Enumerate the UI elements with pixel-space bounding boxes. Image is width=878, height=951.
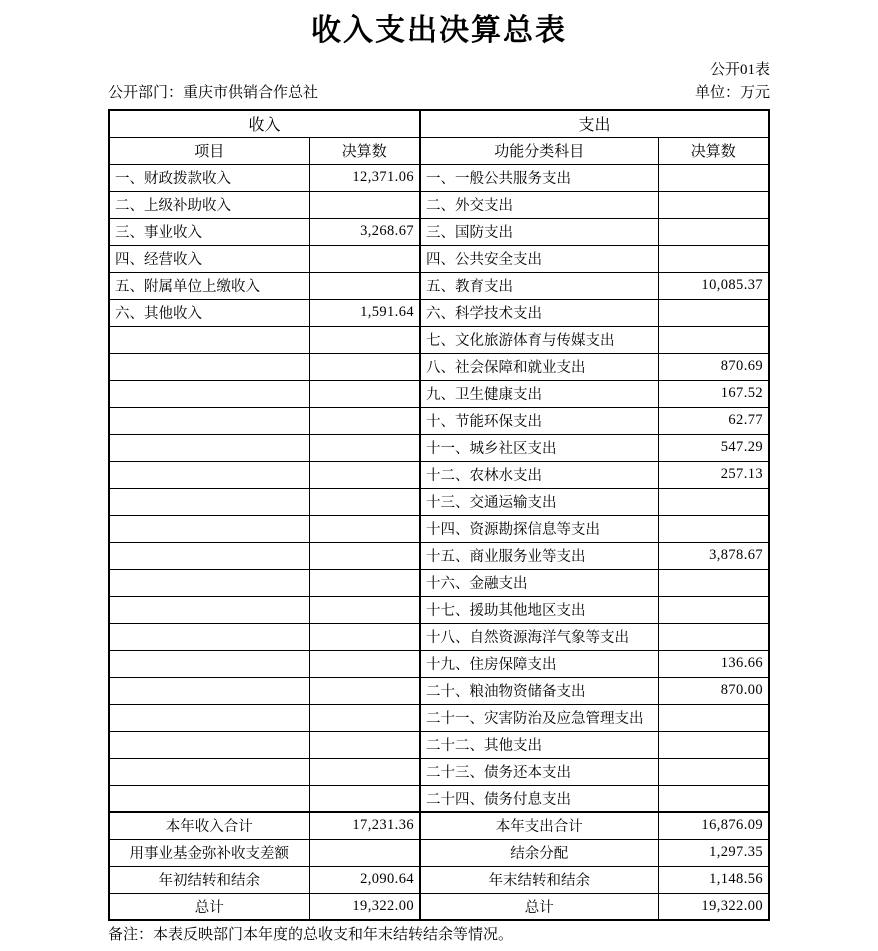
income-item-label <box>109 677 309 704</box>
table-summary <box>109 812 769 920</box>
income-item-amount <box>309 245 420 272</box>
income-item-label <box>109 731 309 758</box>
income-item-label <box>109 623 309 650</box>
table-row <box>109 380 769 407</box>
income-item-label <box>109 461 309 488</box>
income-item-amount <box>309 191 420 218</box>
table-note: 备注：本表反映部门本年度的总收支和年末结转结余等情况。 <box>108 927 514 943</box>
department-label: 公开部门：重庆市供销合作总社 <box>108 85 319 101</box>
expenditure-item-amount <box>658 758 769 785</box>
income-item-amount <box>309 596 420 623</box>
table-row <box>109 299 769 326</box>
expenditure-item-amount <box>658 596 769 623</box>
income-expenditure-table <box>108 109 770 921</box>
income-item-amount <box>309 326 420 353</box>
expenditure-item-label: 四、公共安全支出 <box>420 245 658 272</box>
income-item-label <box>109 596 309 623</box>
column-header-expenditure-item: 功能分类科目 <box>420 137 658 164</box>
income-item-amount <box>309 272 420 299</box>
income-item-amount: 3,268.67 <box>309 218 420 245</box>
expenditure-item-amount <box>658 515 769 542</box>
expenditure-item-label: 五、教育支出 <box>420 272 658 299</box>
table-row <box>109 515 769 542</box>
expenditure-item-label: 十二、农林水支出 <box>420 461 658 488</box>
expenditure-item-label: 十九、住房保障支出 <box>420 650 658 677</box>
income-item-label: 五、附属单位上缴收入 <box>109 272 309 299</box>
financial-table-wrap <box>108 109 770 921</box>
income-item-amount: 1,591.64 <box>309 299 420 326</box>
summary-expenditure-label: 结余分配 <box>420 839 658 866</box>
table-head <box>109 110 769 164</box>
expenditure-item-amount: 136.66 <box>658 650 769 677</box>
income-item-amount: 12,371.06 <box>309 164 420 191</box>
expenditure-item-label: 十一、城乡社区支出 <box>420 434 658 461</box>
summary-expenditure-label: 年末结转和结余 <box>420 866 658 893</box>
expenditure-item-amount <box>658 569 769 596</box>
income-item-label <box>109 758 309 785</box>
expenditure-item-label: 十四、资源勘探信息等支出 <box>420 515 658 542</box>
group-header-expenditure: 支出 <box>420 110 769 137</box>
table-row <box>109 353 769 380</box>
income-item-label: 一、财政拨款收入 <box>109 164 309 191</box>
summary-income-amount: 19,322.00 <box>309 893 420 920</box>
expenditure-item-label: 十三、交通运输支出 <box>420 488 658 515</box>
expenditure-item-label: 十八、自然资源海洋气象等支出 <box>420 623 658 650</box>
summary-income-amount: 17,231.36 <box>309 812 420 839</box>
group-header-row <box>109 110 769 137</box>
expenditure-item-amount <box>658 623 769 650</box>
table-row <box>109 434 769 461</box>
expenditure-item-label: 十六、金融支出 <box>420 569 658 596</box>
expenditure-item-amount: 257.13 <box>658 461 769 488</box>
expenditure-item-amount: 167.52 <box>658 380 769 407</box>
income-item-amount <box>309 650 420 677</box>
expenditure-item-amount: 62.77 <box>658 407 769 434</box>
expenditure-item-label: 八、社会保障和就业支出 <box>420 353 658 380</box>
income-item-label <box>109 569 309 596</box>
page-title: 收入支出决算总表 <box>311 14 567 47</box>
summary-income-label: 总计 <box>109 893 309 920</box>
expenditure-item-label: 九、卫生健康支出 <box>420 380 658 407</box>
income-item-amount <box>309 461 420 488</box>
summary-row <box>109 866 769 893</box>
table-row <box>109 272 769 299</box>
expenditure-item-label: 二十二、其他支出 <box>420 731 658 758</box>
expenditure-item-label: 六、科学技术支出 <box>420 299 658 326</box>
expenditure-item-amount: 870.00 <box>658 677 769 704</box>
expenditure-item-label: 二、外交支出 <box>420 191 658 218</box>
income-item-amount <box>309 758 420 785</box>
expenditure-item-label: 十五、商业服务业等支出 <box>420 542 658 569</box>
income-item-amount <box>309 515 420 542</box>
income-item-amount <box>309 785 420 812</box>
table-row <box>109 704 769 731</box>
table-row <box>109 569 769 596</box>
summary-expenditure-amount: 16,876.09 <box>658 812 769 839</box>
income-item-label <box>109 380 309 407</box>
summary-row <box>109 812 769 839</box>
expenditure-item-amount <box>658 299 769 326</box>
summary-expenditure-amount: 1,297.35 <box>658 839 769 866</box>
expenditure-item-amount <box>658 164 769 191</box>
expenditure-item-label: 十、节能环保支出 <box>420 407 658 434</box>
income-item-amount <box>309 569 420 596</box>
summary-expenditure-label: 总计 <box>420 893 658 920</box>
income-item-label: 六、其他收入 <box>109 299 309 326</box>
table-row <box>109 623 769 650</box>
expenditure-item-amount: 870.69 <box>658 353 769 380</box>
column-header-income-amount: 决算数 <box>309 137 420 164</box>
form-number: 公开01表 <box>709 62 770 78</box>
income-item-label <box>109 704 309 731</box>
expenditure-item-label: 二十四、债务付息支出 <box>420 785 658 812</box>
summary-expenditure-label: 本年支出合计 <box>420 812 658 839</box>
column-header-row <box>109 137 769 164</box>
expenditure-item-amount <box>658 731 769 758</box>
expenditure-item-label: 三、国防支出 <box>420 218 658 245</box>
income-item-amount <box>309 731 420 758</box>
expenditure-item-amount <box>658 245 769 272</box>
table-row <box>109 488 769 515</box>
income-item-amount <box>309 380 420 407</box>
table-row <box>109 461 769 488</box>
table-row <box>109 218 769 245</box>
expenditure-item-amount <box>658 488 769 515</box>
income-item-label <box>109 326 309 353</box>
expenditure-item-label: 一、一般公共服务支出 <box>420 164 658 191</box>
unit-label: 单位：万元 <box>694 85 770 101</box>
income-item-label <box>109 515 309 542</box>
income-item-label <box>109 353 309 380</box>
summary-income-label: 用事业基金弥补收支差额 <box>109 839 309 866</box>
expenditure-item-label: 七、文化旅游体育与传媒支出 <box>420 326 658 353</box>
summary-income-label: 本年收入合计 <box>109 812 309 839</box>
income-item-label <box>109 785 309 812</box>
table-body <box>109 164 769 812</box>
expenditure-item-amount <box>658 785 769 812</box>
expenditure-item-amount: 547.29 <box>658 434 769 461</box>
table-row <box>109 785 769 812</box>
income-item-label <box>109 542 309 569</box>
summary-row <box>109 893 769 920</box>
income-item-label: 三、事业收入 <box>109 218 309 245</box>
income-item-label: 二、上级补助收入 <box>109 191 309 218</box>
summary-row <box>109 839 769 866</box>
expenditure-item-amount <box>658 704 769 731</box>
income-item-amount <box>309 704 420 731</box>
income-item-amount <box>309 407 420 434</box>
income-item-amount <box>309 488 420 515</box>
income-item-amount <box>309 542 420 569</box>
expenditure-item-label: 二十一、灾害防治及应急管理支出 <box>420 704 658 731</box>
table-row <box>109 326 769 353</box>
table-row <box>109 731 769 758</box>
table-row <box>109 164 769 191</box>
expenditure-item-label: 十七、援助其他地区支出 <box>420 596 658 623</box>
table-row <box>109 596 769 623</box>
summary-income-amount <box>309 839 420 866</box>
document-meta <box>108 46 770 103</box>
table-row <box>109 677 769 704</box>
expenditure-item-amount <box>658 218 769 245</box>
column-header-expenditure-amount: 决算数 <box>658 137 769 164</box>
income-item-label: 四、经营收入 <box>109 245 309 272</box>
summary-expenditure-amount: 1,148.56 <box>658 866 769 893</box>
table-row <box>109 650 769 677</box>
column-header-income-item: 项目 <box>109 137 309 164</box>
expenditure-item-amount <box>658 326 769 353</box>
form-number-row <box>108 60 770 80</box>
expenditure-item-amount <box>658 191 769 218</box>
department-unit-row <box>108 83 770 103</box>
expenditure-item-label: 二十、粮油物资储备支出 <box>420 677 658 704</box>
expenditure-item-amount: 10,085.37 <box>658 272 769 299</box>
income-item-label <box>109 434 309 461</box>
income-item-amount <box>309 353 420 380</box>
table-row <box>109 191 769 218</box>
summary-income-amount: 2,090.64 <box>309 866 420 893</box>
summary-income-label: 年初结转和结余 <box>109 866 309 893</box>
table-row <box>109 407 769 434</box>
table-row <box>109 245 769 272</box>
income-item-amount <box>309 434 420 461</box>
expenditure-item-amount: 3,878.67 <box>658 542 769 569</box>
summary-expenditure-amount: 19,322.00 <box>658 893 769 920</box>
income-item-amount <box>309 677 420 704</box>
group-header-income: 收入 <box>109 110 420 137</box>
income-item-label <box>109 650 309 677</box>
table-row <box>109 758 769 785</box>
table-row <box>109 542 769 569</box>
income-item-label <box>109 407 309 434</box>
expenditure-item-label: 二十三、债务还本支出 <box>420 758 658 785</box>
income-item-amount <box>309 623 420 650</box>
income-item-label <box>109 488 309 515</box>
